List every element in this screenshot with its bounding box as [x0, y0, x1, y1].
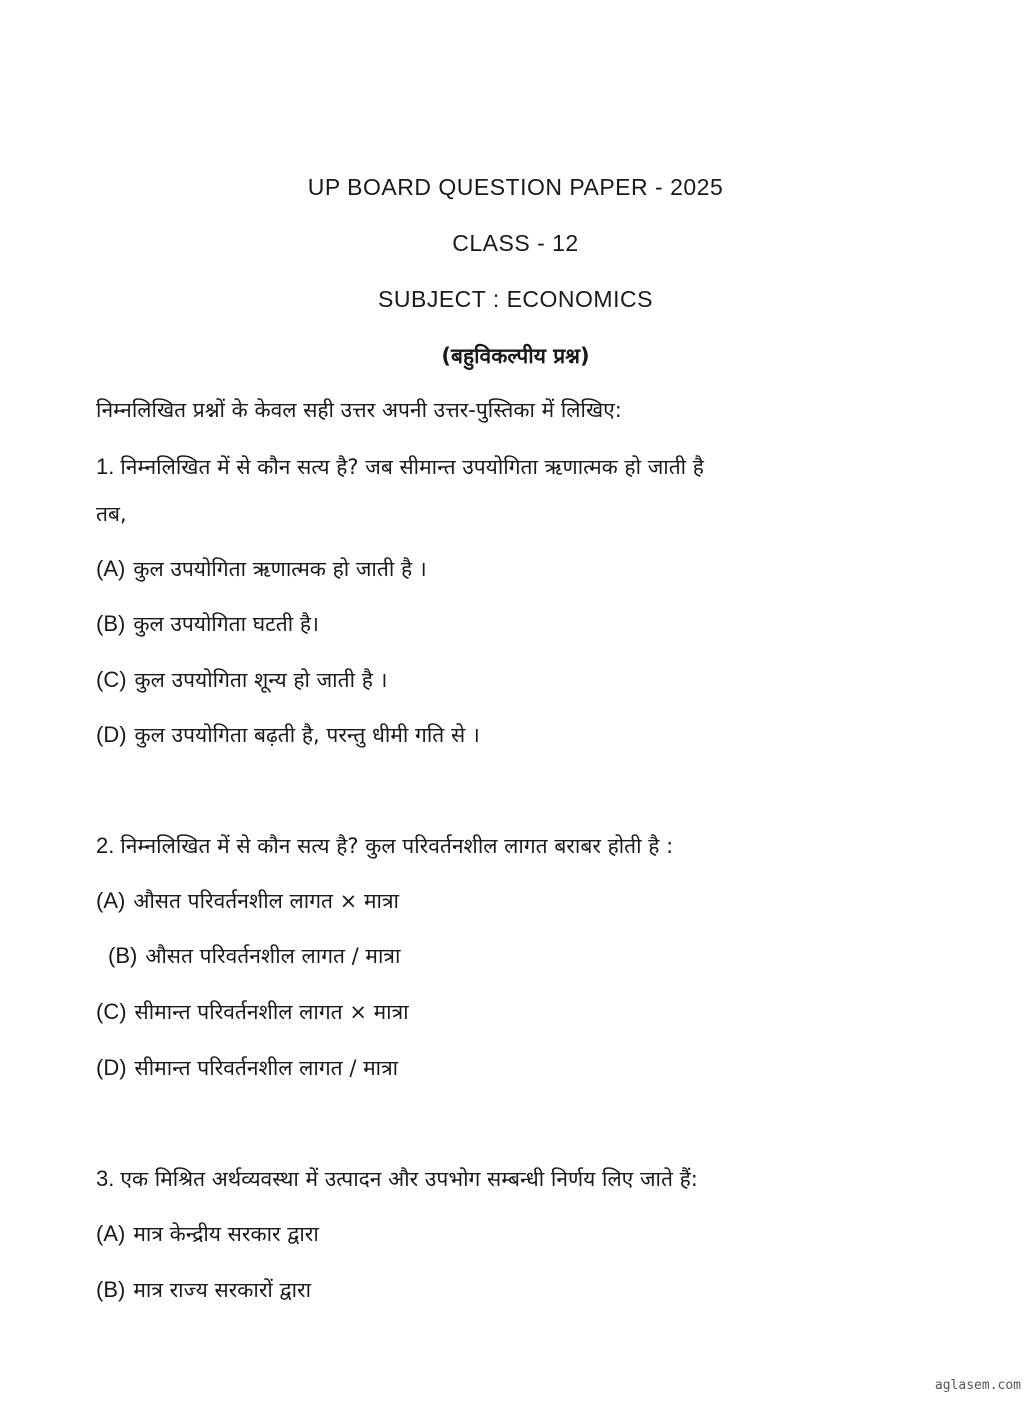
question-number: 1. [96, 454, 115, 479]
option-2b [108, 941, 400, 971]
option-label: (C) [96, 999, 127, 1024]
option-label: (B) [108, 943, 138, 968]
option-text: कुल उपयोगिता बढ़ती है, परन्तु धीमी गति से । [134, 723, 480, 747]
option-1c [96, 665, 387, 695]
instruction-text: निम्नलिखित प्रश्नों के केवल सही उत्तर अपनी उत्तर-पुस्तिका में लिखिए: [96, 398, 622, 422]
option-label: (C) [96, 667, 127, 692]
option-label: (B) [96, 1277, 126, 1302]
question-text: एक मिश्रित अर्थव्यवस्था में उत्पादन और उपभोग सम्बन्धी निर्णय लिए जाते हैं: [120, 1167, 698, 1191]
option-text: औसत परिवर्तनशील लागत / मात्रा [145, 944, 401, 968]
option-text: कुल उपयोगिता शून्य हो जाती है । [134, 668, 388, 692]
question-number: 2. [96, 833, 115, 858]
option-text: औसत परिवर्तनशील लागत × मात्रा [133, 889, 399, 913]
subject-heading: SUBJECT : ECONOMICS [378, 286, 653, 312]
paper-title: UP BOARD QUESTION PAPER - 2025 [307, 174, 724, 200]
option-1d [96, 720, 480, 750]
option-text: कुल उपयोगिता ऋणात्मक हो जाती है । [133, 557, 427, 581]
option-text: सीमान्त परिवर्तनशील लागत × मात्रा [134, 1000, 409, 1024]
option-2d [96, 1053, 398, 1083]
watermark: aglasem.com [934, 1378, 1021, 1393]
class-heading: CLASS - 12 [452, 230, 579, 256]
option-2a [96, 886, 399, 916]
option-text: सीमान्त परिवर्तनशील लागत / मात्रा [134, 1056, 399, 1080]
question-1-continuation: तब, [96, 502, 127, 526]
question-3 [96, 1164, 698, 1194]
option-text: कुल उपयोगिता घटती है। [133, 612, 319, 636]
option-3b [96, 1275, 311, 1305]
question-text: निम्नलिखित में से कौन सत्य है? कुल परिवर्तनशील लागत बराबर होती है : [120, 834, 674, 858]
option-label: (B) [96, 611, 126, 636]
option-label: (A) [96, 556, 126, 581]
option-1a [96, 554, 427, 584]
option-1b [96, 609, 319, 639]
question-2 [96, 831, 673, 861]
question-number: 3. [96, 1166, 115, 1191]
option-label: (D) [96, 722, 127, 747]
option-text: मात्र केन्द्रीय सरकार द्वारा [133, 1222, 319, 1246]
option-label: (D) [96, 1055, 127, 1080]
question-1 [96, 452, 898, 482]
option-text: मात्र राज्य सरकारों द्वारा [133, 1278, 312, 1302]
option-2c [96, 997, 409, 1027]
option-3a [96, 1219, 319, 1249]
section-heading: (बहुविकल्पीय प्रश्न) [441, 344, 590, 368]
option-label: (A) [96, 888, 126, 913]
option-label: (A) [96, 1221, 126, 1246]
question-text: निम्नलिखित में से कौन सत्य है? जब सीमान्त उपयोगिता ऋणात्मक हो जाती है [120, 455, 704, 479]
